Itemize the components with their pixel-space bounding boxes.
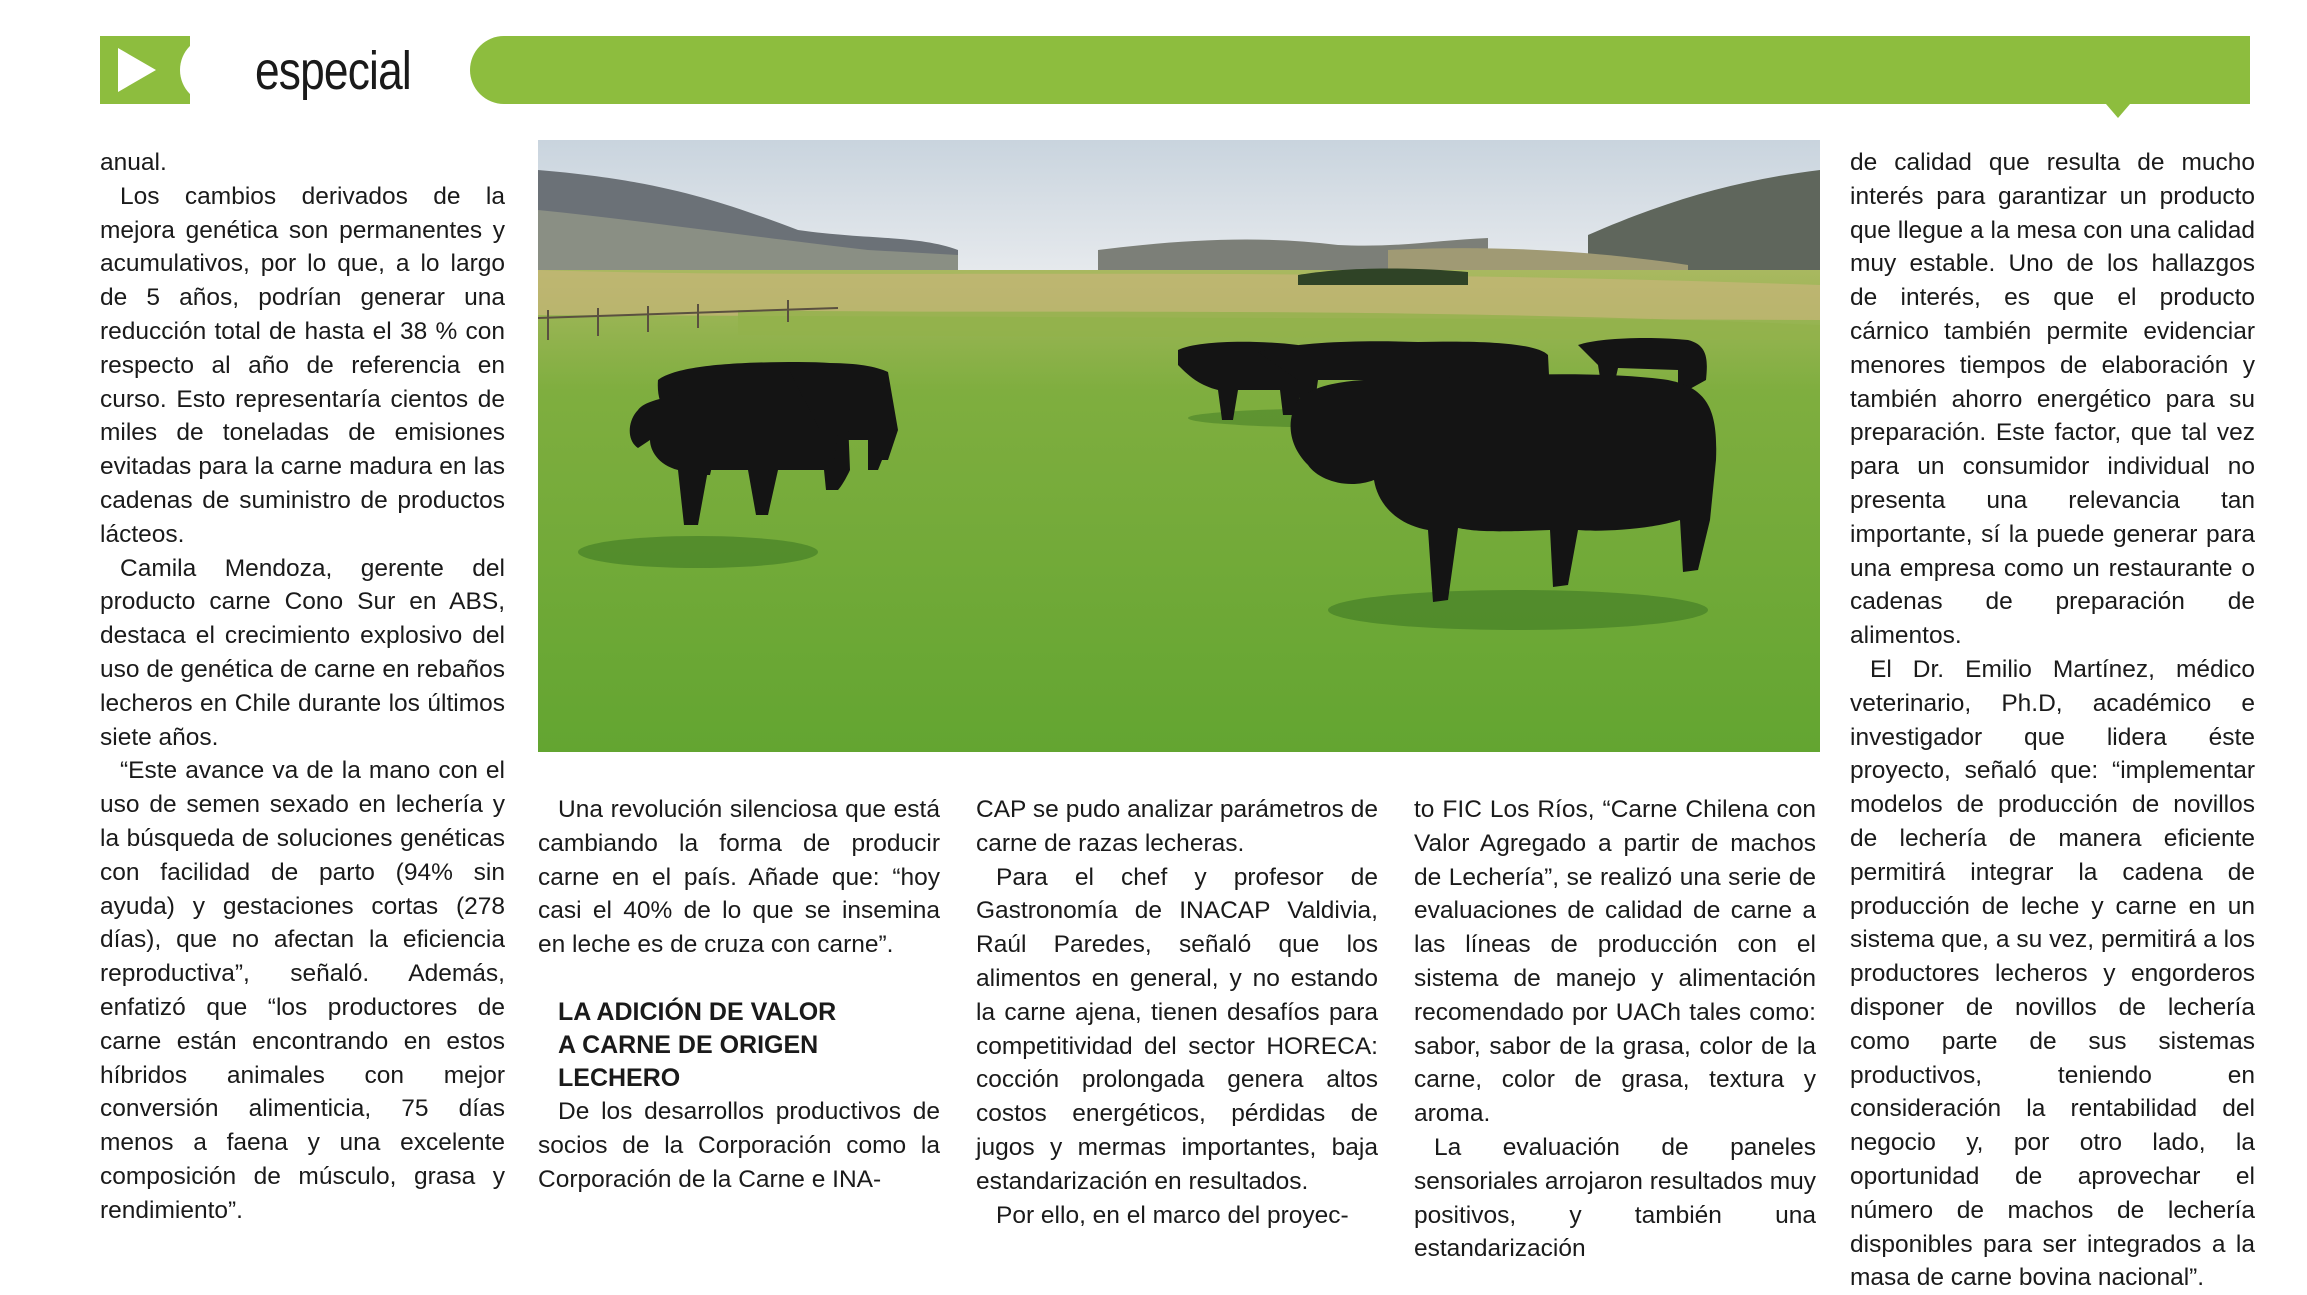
subheading-line: A CARNE DE ORIGEN <box>558 1030 819 1059</box>
subheading-line: LECHERO <box>558 1063 681 1092</box>
article-column-4 <box>1414 793 1816 1266</box>
paragraph: La evaluación de paneles sensoriales arrojaron resultados muy positivos, y también una estandarización <box>1414 1133 1816 1263</box>
section-title: especial <box>255 41 411 101</box>
paragraph: Para el chef y profesor de Gastronomía de INACAP Valdivia, Raúl Paredes, señaló que los alimentos en general, y no estando la carne ajena, tienen desafíos para competitividad del sector HORECA: cocción prolongada genera altos costos energéticos, pérdidas de jugos y mermas importantes, baja estandarización en resultados. <box>976 863 1378 1195</box>
article-column-5 <box>1850 146 2255 1295</box>
section-header <box>100 36 2250 104</box>
paragraph: Camila Mendoza, gerente del producto carne Cono Sur en ABS, destaca el crecimiento explosivo del uso de genética de carne en rebaños lecheros en Chile durante los últimos siete años. <box>100 554 505 751</box>
article-column-1 <box>100 146 505 1228</box>
cattle-photo-illustration <box>538 140 1820 752</box>
subheading-line: LA ADICIÓN DE VALOR <box>558 997 837 1026</box>
play-arrow-icon <box>118 48 156 92</box>
paragraph: Por ello, en el marco del proyec- <box>996 1201 1349 1229</box>
paragraph: anual. <box>100 149 167 176</box>
cattle-pasture-photo <box>538 140 1820 752</box>
header-green-band <box>470 36 2250 104</box>
paragraph: de calidad que resulta de mucho interés para garantizar un producto que llegue a la mesa con una calidad muy estable. Uno de los hallazgos de interés, es que el producto cárnico también permite evidenciar menores tiempos de elaboración y también ahorro energético para su preparación. Este factor, que tal vez para un consumidor individual no presenta una relevancia tan importante, sí la puede generar para una empresa como un restaurante o cadenas de preparación de alimentos. <box>1850 149 2255 650</box>
paragraph: El Dr. Emilio Martínez, médico veterinario, Ph.D, académico e investigador que lidera éste proyecto, señaló que: “implementar modelos de producción de novillos de lechería de manera eficiente permitirá integrar la cadena de producción de leche y carne en un sistema que, a su vez, permitirá a los productores lecheros y engorderos disponer de novillos de lechería como parte de sus sistemas productivos, teniendo en consideración la rentabilidad del negocio y, por otro lado, la oportunidad de aprovechar el número de machos de lechería disponibles para ser integrados a la masa de carne bovina nacional”. <box>1850 655 2255 1292</box>
header-pointer-icon <box>2106 104 2130 118</box>
article-column-3 <box>976 793 1378 1232</box>
paragraph: Una revolución silenciosa que está cambiando la forma de producir carne en el país. Añade que: “hoy casi el 40% de lo que se insemina en leche es de cruza con carne”. <box>538 796 940 959</box>
paragraph: CAP se pudo analizar parámetros de carne de razas lecheras. <box>976 796 1378 857</box>
article-column-2 <box>538 793 940 1196</box>
section-subheading <box>558 996 940 1095</box>
paragraph: “Este avance va de la mano con el uso de semen sexado en lechería y la búsqueda de soluciones genéticas con facilidad de parto (94% sin ayuda) y gestaciones cortas (278 días), que no afectan la eficiencia reproductiva”, señaló. Además, enfatizó que “los productores de carne están encontrando en estos híbridos animales con mejor conversión alimenticia, 75 días menos a faena y una excelente composición de músculo, grasa y rendimiento”. <box>100 757 505 1224</box>
paragraph: to FIC Los Ríos, “Carne Chilena con Valor Agregado a partir de machos de Lechería”, se realizó una serie de evaluaciones de calidad de carne a las líneas de producción con el sistema de manejo y alimentación recomendado por UACh tales como: sabor, sabor de la grasa, color de la carne, color de grasa, textura y aroma. <box>1414 796 1816 1128</box>
paragraph: De los desarrollos productivos de socios de la Corporación como la Corporación de la Carne e INA- <box>538 1097 940 1193</box>
paragraph: Los cambios derivados de la mejora genética son permanentes y acumulativos, por lo que, a lo largo de 5 años, podrían generar una reducción total de hasta el 38 % con respecto al año de referencia en curso. Esto representaría cientos de miles de toneladas de emisiones evitadas para la carne madura en las cadenas de suministro de productos lácteos. <box>100 182 505 548</box>
